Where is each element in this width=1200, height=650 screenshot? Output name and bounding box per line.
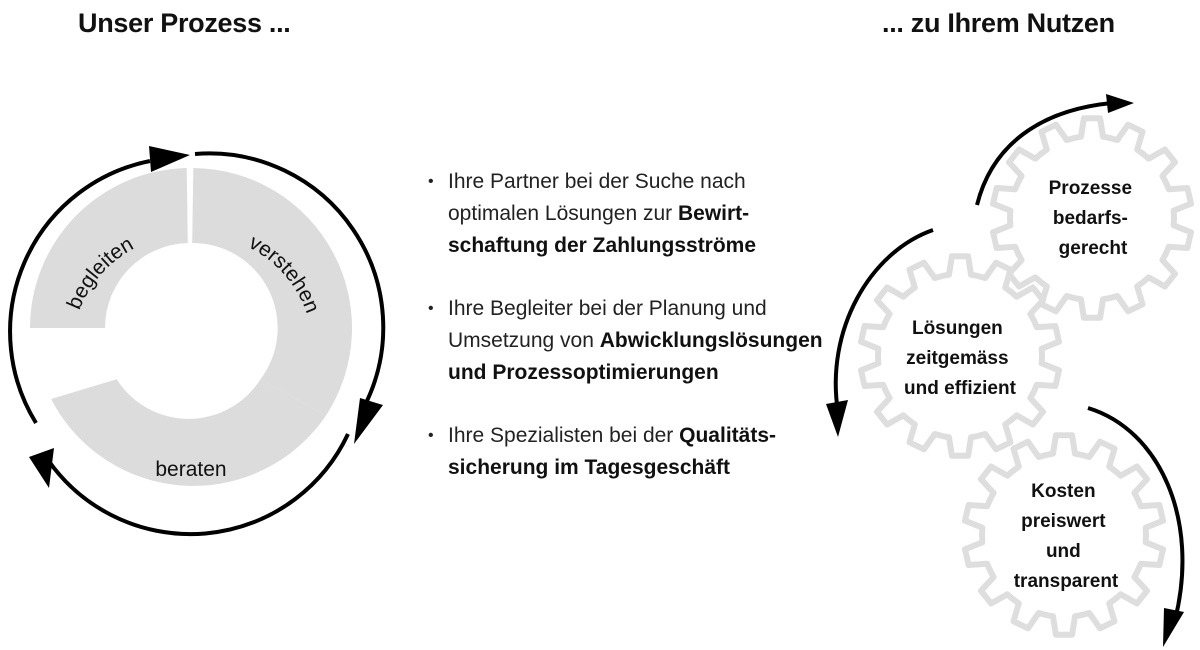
benefit-arrowhead-bottom-icon: [1163, 608, 1184, 647]
segment-label-verstehen: verstehen: [245, 230, 324, 317]
benefit-list-item: • Ihre Partner bei der Suche nach optimalen Lösungen zur Bewirt-schaftung der Zahlungsströme: [428, 166, 828, 262]
segment-verstehen: [192, 168, 352, 416]
segment-label-beraten: beraten: [155, 458, 227, 481]
arrowhead-right-icon: [354, 398, 383, 444]
benefit-list: [428, 166, 828, 515]
arrowhead-left-icon: [29, 448, 54, 488]
gear-bottom: [965, 435, 1163, 634]
benefit-list-item: • Ihre Begleiter bei der Planung und Umsetzung von Abwicklungslösungen und Prozessoptimierungen: [428, 293, 828, 389]
benefit-arrowhead-top-icon: [1106, 94, 1134, 113]
benefit-arrowhead-middle-icon: [826, 400, 848, 437]
gear-middle-text: Lösungen zeitgemäss und effizient: [904, 318, 1016, 399]
segment-label-begleiten: begleiten: [62, 232, 138, 313]
benefit-list-item: • Ihre Spezialisten bei der Qualitäts-sicherung im Tagesgeschäft: [428, 420, 828, 484]
gear-top-text: Prozesse bedarfs- gerecht: [1048, 178, 1133, 259]
gears: [861, 118, 1191, 634]
process-title: Unser Prozess ...: [78, 8, 291, 38]
process-cycle: [30, 168, 352, 486]
benefit-title: ... zu Ihrem Nutzen: [882, 8, 1115, 38]
gear-bottom-text: Kosten preiswert und transparent: [1013, 481, 1119, 592]
